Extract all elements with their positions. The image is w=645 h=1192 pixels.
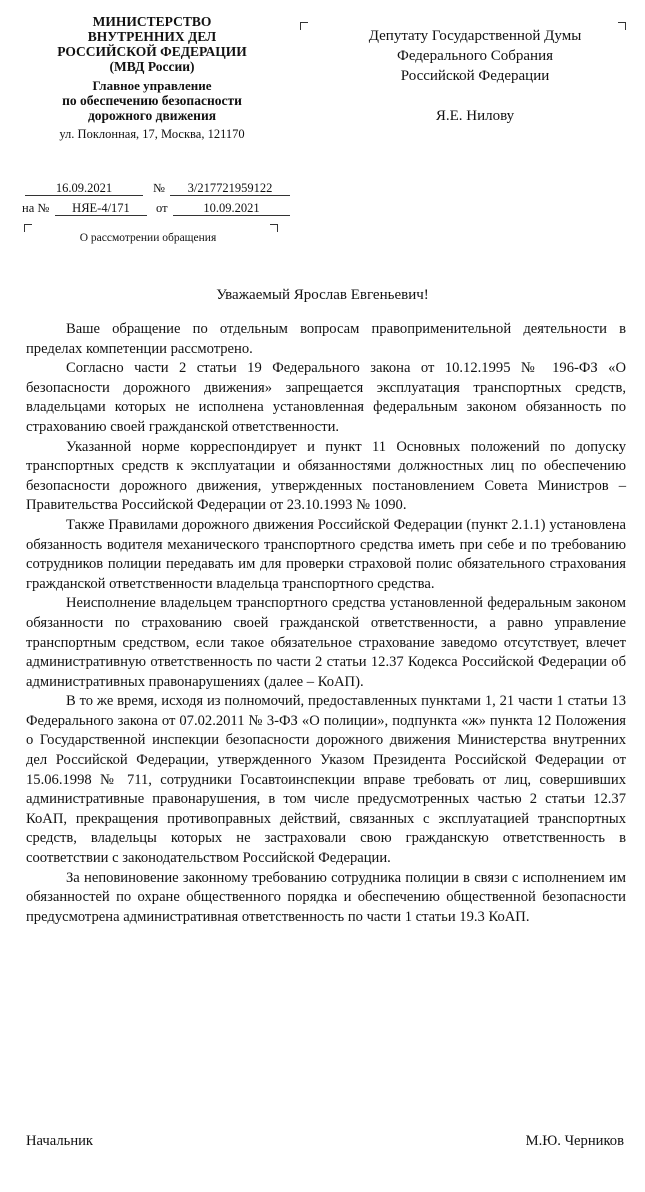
subject-corner-mark-left [24, 224, 32, 232]
recipient-corner-mark-left [300, 22, 308, 30]
body-paragraph: Ваше обращение по отдельным вопросам правоприменительной деятельности в пределах компетенции рассмотрено. [26, 321, 626, 357]
recipient-line3: Российской Федерации [400, 68, 550, 84]
body-paragraph: Указанной норме корреспондирует и пункт 11 Основных положений по допуску транспортных средств к эксплуатации и обязанностями должностных лиц по обеспечению безопасности дорожного движения, утвержденных постановлением Совета Министров – Правительства Российской Федерации от 23.10.1993 № 1090. [26, 438, 626, 514]
outgoing-number: 3/217721959122 [170, 181, 290, 196]
outgoing-number-label: № [153, 181, 165, 195]
sender-block [22, 14, 282, 142]
letter-body [26, 320, 626, 927]
recipient-name: Я.Е. Нилову [435, 108, 515, 124]
body-paragraph: Неисполнение владельцем транспортного средства установленной федеральным законом обязанности по страхованию своей гражданской ответственности, а равно управление транспортным средством, если такое обязательное страхование заведомо отсутствует, влечет административную ответственность по части 2 статьи 12.37 Кодекса Российской Федерации об административных правонарушениях (далее – КоАП). [26, 595, 626, 690]
signature-block [26, 1133, 624, 1150]
incoming-ref-number: НЯЕ-4/171 [55, 201, 147, 216]
letter-subject: О рассмотрении обращения [79, 232, 217, 244]
recipient-line2: Федерального Собрания [396, 48, 554, 64]
body-paragraph: Также Правилами дорожного движения Российской Федерации (пункт 2.1.1) установлена обязанность водителя механического транспортного средства иметь при себе и по требованию сотрудников полиции передавать им для проверки страховой полис обязательного страхования гражданской ответственности владельца транспортного средства. [26, 516, 626, 592]
sender-address: ул. Поклонная, 17, Москва, 121170 [59, 127, 245, 141]
signatory-name: М.Ю. Черников [525, 1133, 624, 1149]
incoming-from-label: от [156, 201, 168, 215]
signatory-position: Начальник [26, 1133, 94, 1149]
recipient-line1: Депутату Государственной Думы [368, 28, 582, 44]
department-line2: по обеспечению безопасности [62, 93, 242, 108]
department-line1: Главное управление [92, 78, 212, 93]
body-paragraph: За неповиновение законному требованию сотрудника полиции в связи с исполнением им обязанностей по охране общественного порядка и обеспечению общественной безопасности предусмотрена административная ответственность по части 1 статьи 19.3 КоАП. [26, 869, 626, 925]
recipient-block [330, 26, 620, 126]
ministry-name-line2: ВНУТРЕННИХ ДЕЛ [87, 29, 217, 44]
outgoing-date: 16.09.2021 [25, 181, 143, 196]
salutation: Уважаемый Ярослав Евгеньевич! [216, 287, 429, 303]
incoming-ref-label: на № [22, 201, 50, 215]
department-line3: дорожного движения [87, 108, 217, 123]
ministry-name-line3: РОССИЙСКОЙ ФЕДЕРАЦИИ [57, 44, 247, 59]
body-paragraph: Согласно части 2 статьи 19 Федерального закона от 10.12.1995 № 196-ФЗ «О безопасности дорожного движения» запрещается эксплуатация транспортных средств, владельцами которых не исполнена установленная федеральным законом обязанность по страхованию своей гражданской ответственности. [26, 360, 626, 435]
ministry-short-name: (МВД России) [109, 59, 195, 74]
incoming-ref-date: 10.09.2021 [173, 201, 290, 216]
subject-corner-mark-right [270, 224, 278, 232]
ministry-name-line1: МИНИСТЕРСТВО [92, 14, 212, 29]
body-paragraph: В то же время, исходя из полномочий, предоставленных пунктами 1, 21 части 1 статьи 13 Федерального закона от 07.02.2011 № 3-ФЗ «О полиции», подпункта «ж» пункта 12 Положения о Государственной инспекции безопасности дорожного движения Министерства внутренних дел Российской Федерации, утвержденного Указом Президента Российской Федерации от 15.06.1998 № 711, сотрудники Госавтоинспекции вправе требовать от лиц, совершивших административные правонарушения, в том числе предусмотренных частью 2 статьи 12.37 КоАП, прекращения противоправных действий, связанных с эксплуатацией транспортных средств, владельцы которых не застраховали свою гражданскую ответственность в соответствии с законодательством Российской Федерации. [26, 693, 626, 867]
